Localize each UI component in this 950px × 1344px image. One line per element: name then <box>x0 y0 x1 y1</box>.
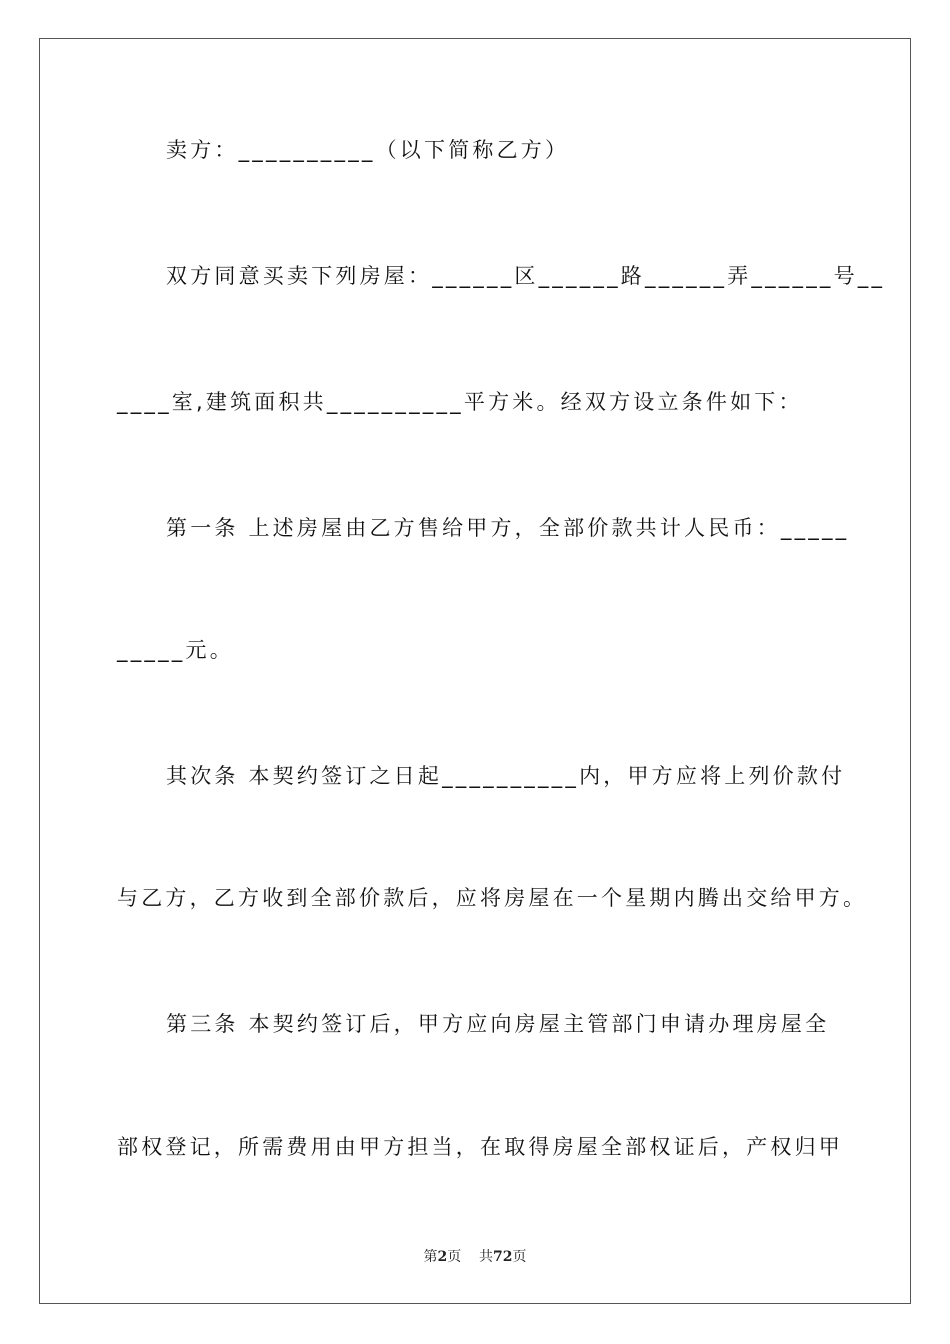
article-1-line-1: 第一条 上述房屋由乙方售给甲方，全部价款共计人民币：_____ <box>166 516 850 540</box>
article-3-line-1: 第三条 本契约签订后，甲方应向房屋主管部门申请办理房屋全 <box>166 1012 830 1036</box>
page-number: 2 <box>437 1249 448 1265</box>
article-1-line-2: _____元。 <box>117 638 234 662</box>
page-frame <box>39 38 911 1304</box>
property-line-1: 双方同意买卖下列房屋：______区______路______弄______号__ <box>166 264 886 288</box>
seller-line: 卖方：__________（以下简称乙方） <box>166 138 570 162</box>
total-prefix: 共 <box>479 1249 494 1265</box>
page-prefix: 第 <box>423 1249 438 1265</box>
page-footer <box>0 1248 950 1266</box>
article-3-line-2: 部权登记，所需费用由甲方担当，在取得房屋全部权证后，产权归甲 <box>117 1135 843 1159</box>
total-unit: 页 <box>512 1249 527 1265</box>
article-2-line-2: 与乙方，乙方收到全部价款后，应将房屋在一个星期内腾出交给甲方。 <box>117 886 868 910</box>
page-unit: 页 <box>447 1249 462 1265</box>
total-pages: 72 <box>493 1249 513 1265</box>
property-line-2: ____室,建筑面积共__________平方米。经双方设立条件如下： <box>117 390 803 414</box>
article-2-line-1: 其次条 本契约签订之日起__________内，甲方应将上列价款付 <box>166 764 846 788</box>
